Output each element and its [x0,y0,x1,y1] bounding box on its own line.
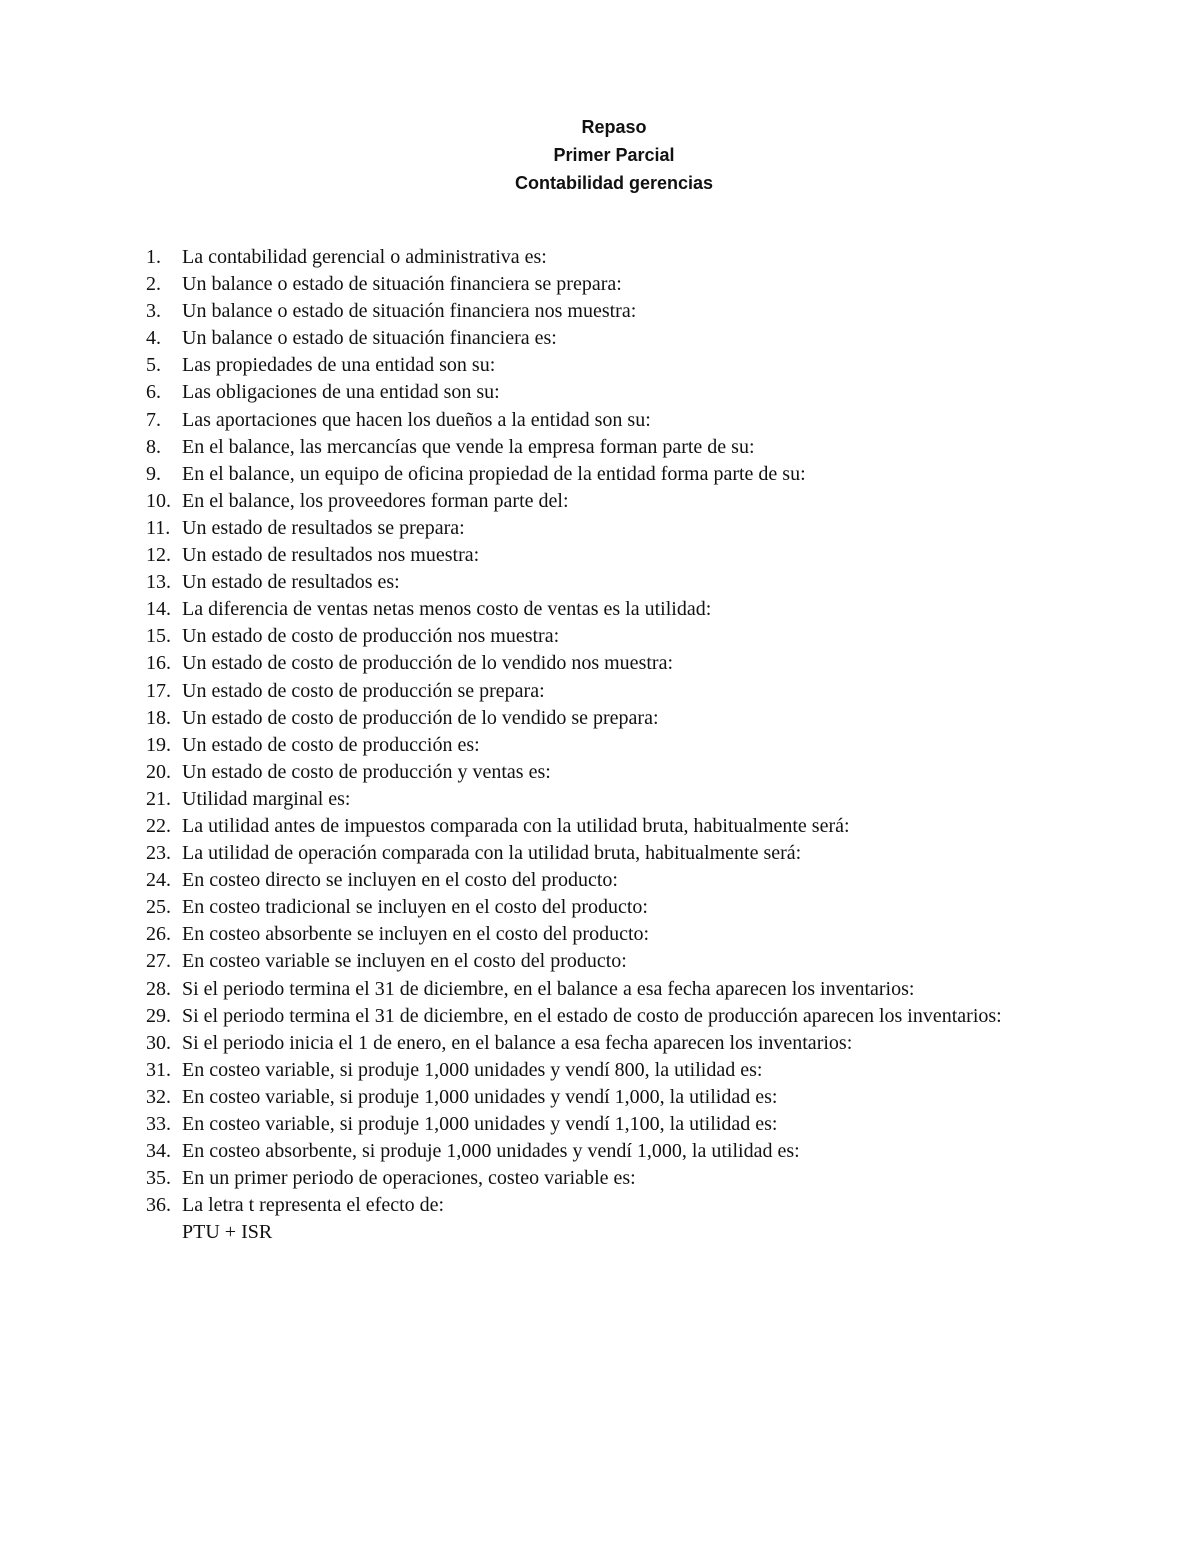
question-text: En costeo absorbente se incluyen en el costo del producto: [182,923,650,946]
question-item [146,379,1116,406]
question-number: 12. [146,544,171,567]
question-item [146,623,1116,650]
question-number: 4. [146,327,161,350]
question-text: Si el periodo termina el 31 de diciembre, en el balance a esa fecha aparecen los inventarios: [182,977,915,1000]
question-item [146,1057,1116,1084]
question-text: La utilidad antes de impuestos comparada con la utilidad bruta, habitualmente será: [182,814,850,837]
header-subtitle: Primer Parcial [553,145,675,165]
question-number: 25. [146,896,171,919]
question-number: 32. [146,1085,171,1108]
question-item [146,1003,1116,1030]
question-text: En un primer periodo de operaciones, costeo variable es: [182,1167,636,1190]
question-number: 33. [146,1113,171,1135]
question-number: 30. [146,1031,171,1054]
question-text: Un estado de costo de producción es: [182,733,480,756]
question-text: Las propiedades de una entidad son su: [182,354,496,377]
question-item [146,434,1116,461]
question-item [146,1111,1116,1138]
question-text: En costeo variable, si produje 1,000 unidades y vendí 1,100, la utilidad es: [182,1113,778,1135]
question-item [146,948,1116,975]
question-text: En costeo variable se incluyen en el costo del producto: [182,950,627,973]
question-item [146,732,1116,759]
question-number: 5. [146,354,161,377]
question-number: 19. [146,733,171,756]
question-item [146,976,1116,1003]
question-number: 23. [146,842,171,865]
question-item [146,569,1116,596]
question-text: Un balance o estado de situación financiera se prepara: [182,273,622,296]
question-number: 28. [146,977,171,1000]
question-text: En costeo tradicional se incluyen en el costo del producto: [182,896,648,919]
question-item [146,1165,1116,1192]
question-item [146,542,1116,569]
question-number: 10. [146,489,171,512]
question-item [146,407,1116,434]
question-number: 8. [146,435,161,458]
question-text: Un estado de resultados se prepara: [182,516,465,539]
question-text: En costeo variable, si produje 1,000 unidades y vendí 1,000, la utilidad es: [182,1085,778,1108]
question-number: 21. [146,787,171,810]
question-text: Un balance o estado de situación financiera nos muestra: [182,300,637,323]
question-item [146,921,1116,948]
question-item [146,894,1116,921]
question-item [146,650,1116,677]
question-text: Un estado de resultados es: [182,571,400,594]
question-number: 35. [146,1167,171,1190]
question-number: 3. [146,300,161,323]
question-item [146,244,1116,271]
question-item [146,298,1116,325]
question-number: 11. [146,516,171,539]
question-item [146,325,1116,352]
question-text: La letra t representa el efecto de: [182,1194,445,1217]
question-number: 17. [146,679,171,702]
question-number: 2. [146,273,161,296]
question-text: En costeo directo se incluyen en el costo del producto: [182,869,618,892]
question-item [146,461,1116,488]
question-text: Si el periodo inicia el 1 de enero, en el balance a esa fecha aparecen los inventarios: [182,1031,853,1054]
question-text: La diferencia de ventas netas menos costo de ventas es la utilidad: [182,598,712,621]
question-text: En el balance, un equipo de oficina propiedad de la entidad forma parte de su: [182,462,806,485]
question-text: Un estado de costo de producción nos muestra: [182,625,560,648]
question-text: Las obligaciones de una entidad son su: [182,381,500,404]
question-item [146,488,1116,515]
question-text: Las aportaciones que hacen los dueños a la entidad son su: [182,408,651,431]
question-list [146,244,1116,1246]
question-item [146,515,1116,542]
question-text: En costeo absorbente, si produje 1,000 unidades y vendí 1,000, la utilidad es: [182,1140,800,1163]
question-number: 15. [146,625,171,648]
question-item [146,1030,1116,1057]
question-item [146,867,1116,894]
question-item [146,813,1116,840]
question-item [146,786,1116,813]
question-text: La contabilidad gerencial o administrativa es: [182,246,547,268]
question-item [146,1192,1116,1246]
question-item [146,352,1116,379]
question-number: 31. [146,1058,171,1081]
question-number: 18. [146,706,171,729]
question-text: Un estado de costo de producción y ventas es: [182,760,551,783]
question-number: 26. [146,923,171,946]
question-item [146,678,1116,705]
question-extra-line: PTU + ISR [182,1221,273,1244]
question-text: Un estado de resultados nos muestra: [182,544,480,567]
question-item [146,271,1116,298]
header-title: Repaso [581,117,647,137]
question-number: 1. [146,246,161,268]
question-item [146,1084,1116,1111]
question-item [146,705,1116,732]
question-item [146,840,1116,867]
question-number: 16. [146,652,171,675]
question-text: En costeo variable, si produje 1,000 unidades y vendí 800, la utilidad es: [182,1058,763,1081]
question-number: 27. [146,950,171,973]
question-text: La utilidad de operación comparada con la utilidad bruta, habitualmente será: [182,842,802,865]
question-number: 14. [146,598,171,621]
question-text: Un estado de costo de producción se prepara: [182,679,545,702]
question-text: Un estado de costo de producción de lo vendido nos muestra: [182,652,673,675]
question-text: En el balance, los proveedores forman parte del: [182,489,569,512]
question-item [146,596,1116,623]
question-text: Un estado de costo de producción de lo vendido se prepara: [182,706,659,729]
question-number: 22. [146,814,171,837]
question-text: Un balance o estado de situación financiera es: [182,327,557,350]
header-course: Contabilidad gerencias [514,173,714,193]
question-number: 20. [146,760,171,783]
question-number: 29. [146,1004,171,1027]
question-number: 6. [146,381,161,404]
question-number: 9. [146,462,161,485]
question-number: 13. [146,571,171,594]
question-item [146,1138,1116,1165]
question-number: 36. [146,1194,171,1217]
question-number: 7. [146,408,161,431]
question-text: Utilidad marginal es: [182,787,351,810]
question-text: En el balance, las mercancías que vende la empresa forman parte de su: [182,435,755,458]
question-number: 24. [146,869,171,892]
document-header [0,113,1200,197]
question-item [146,759,1116,786]
question-number: 34. [146,1140,171,1163]
question-text: Si el periodo termina el 31 de diciembre, en el estado de costo de producción aparecen los inventarios: [182,1004,1002,1027]
